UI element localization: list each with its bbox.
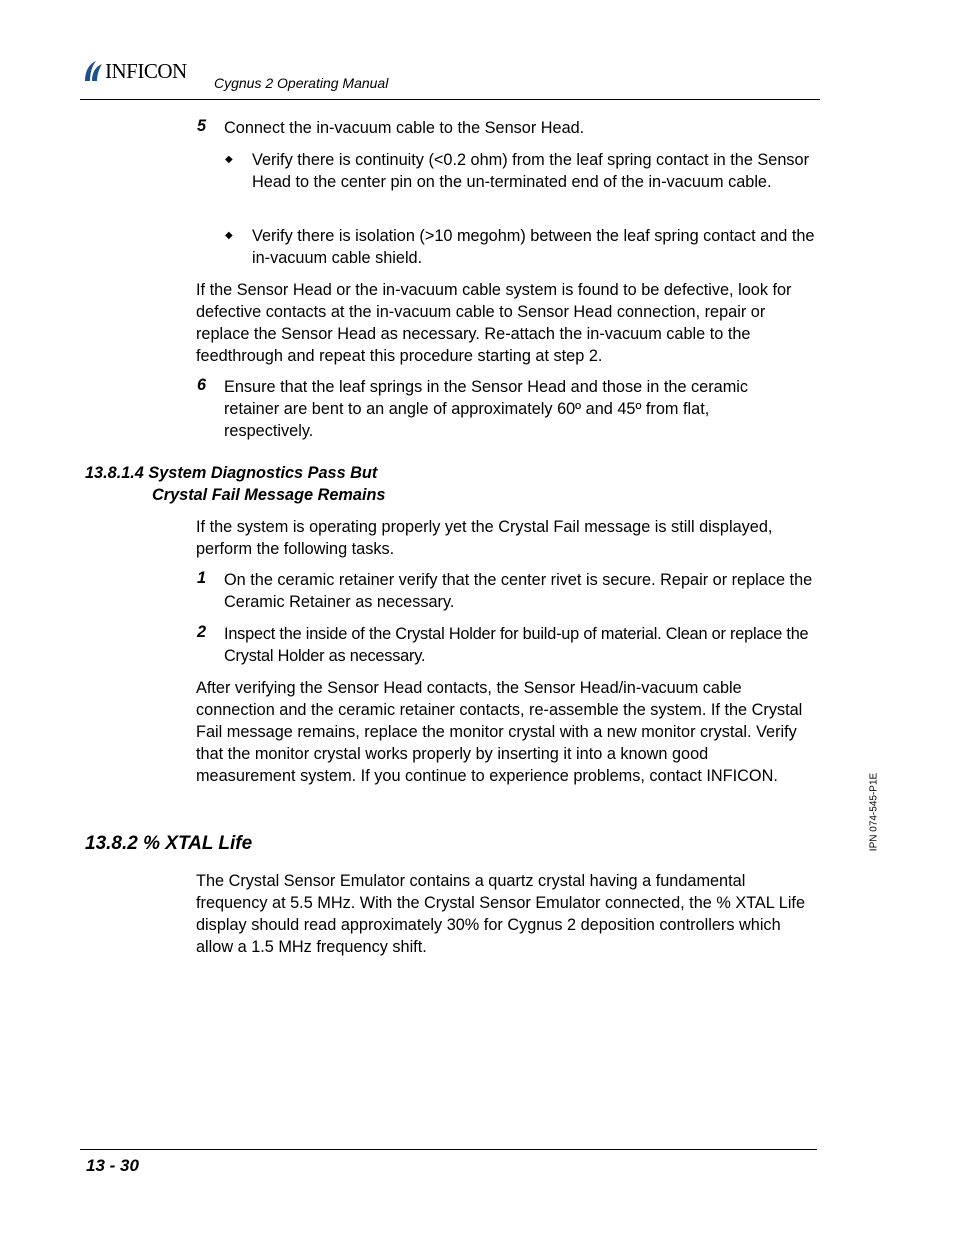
section-heading: 13.8.2 % XTAL Life: [85, 833, 253, 854]
step-number: 2: [197, 623, 207, 641]
step-number: 1: [197, 569, 207, 587]
paragraph: The Crystal Sensor Emulator contains a quartz crystal having a fundamental frequency at 5.5 MHz. With the Crystal Sensor Emulator connected, the % XTAL Life display should read approximately 30% for Cygnus 2 deposition controllers which allow a 1.5 MHz frequency shift.: [196, 872, 806, 956]
paragraph: If the Sensor Head or the in-vacuum cable system is found to be defective, look for defective contacts at the in-vacuum cable to Sensor Head connection, repair or replace the Sensor Head as necessary. Re-attach the in-vacuum cable to the feedthrough and repeat this procedure starting at step 2.: [196, 281, 792, 365]
manual-title: Cygnus 2 Operating Manual: [214, 75, 389, 91]
step-text: Connect the in-vacuum cable to the Sensor Head.: [224, 119, 585, 137]
brand-name: INFICON: [105, 58, 187, 83]
section-heading-line1: 13.8.1.4 System Diagnostics Pass But: [85, 464, 378, 482]
step-text: Ensure that the leaf springs in the Sensor Head and those in the ceramic retainer are bent to an angle of approximately 60º and 45º from flat, respectively.: [224, 378, 749, 440]
bullet-diamond-icon: ◆: [225, 230, 233, 241]
paragraph: After verifying the Sensor Head contacts, the Sensor Head/in-vacuum cable connection and the ceramic retainer contacts, re-assemble the system. If the Crystal Fail message remains, replace the monitor crystal with a new monitor crystal. Verify that the monitor crystal works properly by inserting it into a known good measurement system. If you continue to experience problems, contact INFICON.: [196, 679, 803, 785]
section-heading-line2: Crystal Fail Message Remains: [152, 486, 386, 504]
inficon-logo: [82, 58, 187, 84]
step-text: On the ceramic retainer verify that the center rivet is secure. Repair or replace the Ceramic Retainer as necessary.: [224, 571, 813, 611]
paragraph: If the system is operating properly yet the Crystal Fail message is still displayed, perform the following tasks.: [196, 518, 773, 558]
step-number: 5: [197, 117, 207, 135]
step-number: 6: [197, 376, 207, 394]
ipn-side-label: [866, 772, 882, 852]
bullet-item: Verify there is continuity (<0.2 ohm) from the leaf spring contact in the Sensor Head to the center pin on the un-terminated end of the in-vacuum cable.: [252, 151, 810, 191]
footer-divider: [80, 1149, 817, 1150]
step-text: Inspect the inside of the Crystal Holder for build-up of material. Clean or replace the Crystal Holder as necessary.: [224, 625, 809, 665]
inficon-logo-mark-icon: [82, 59, 104, 83]
bullet-item: Verify there is isolation (>10 megohm) between the leaf spring contact and the in-vacuum cable shield.: [252, 227, 815, 267]
ipn-text: IPN 074-545-P1E: [868, 772, 880, 852]
header-divider: [80, 99, 820, 100]
page-number: 13 - 30: [86, 1156, 139, 1175]
bullet-diamond-icon: ◆: [225, 154, 233, 165]
